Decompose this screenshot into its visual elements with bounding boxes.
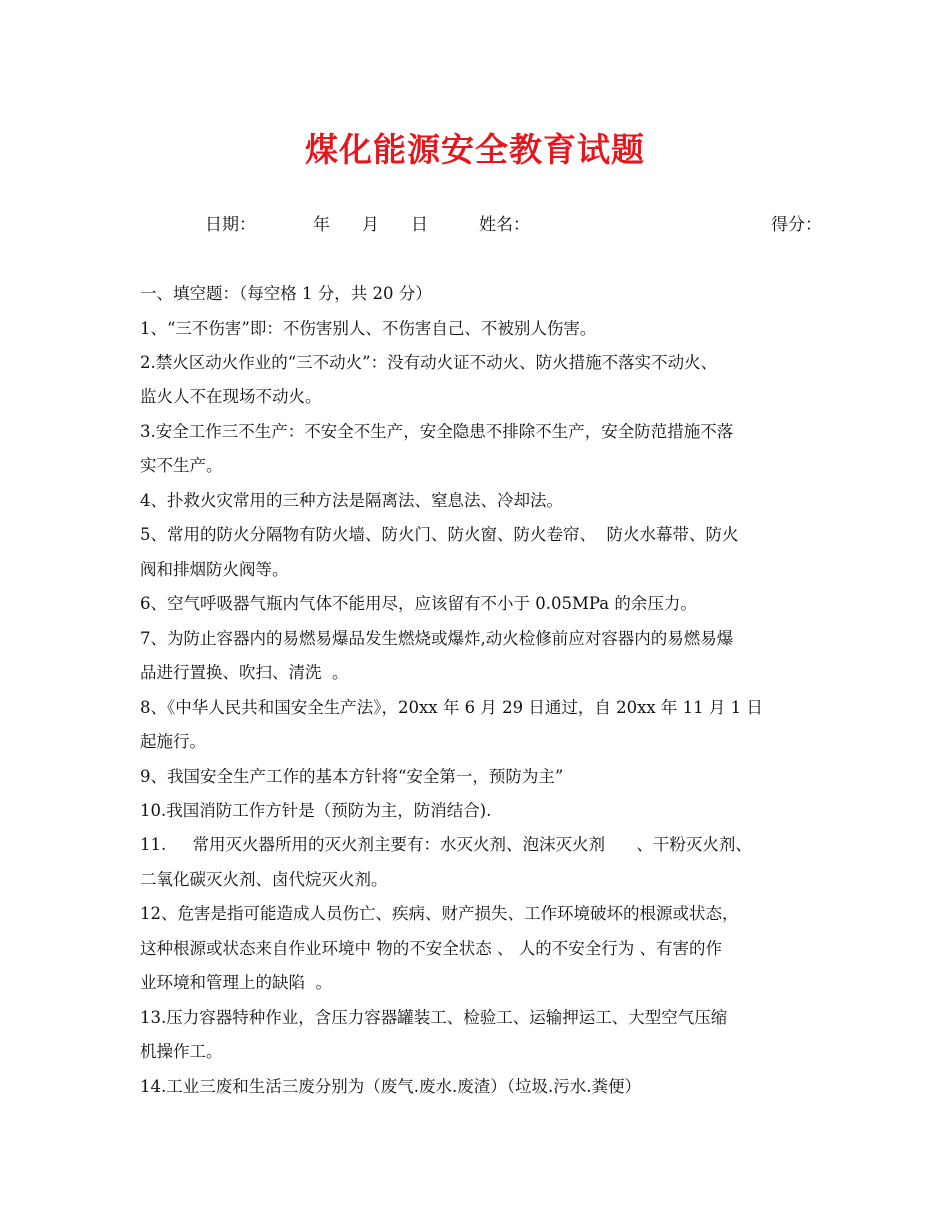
document-title: 煤化能源安全教育试题 xyxy=(305,130,645,169)
question-line: 机操作工。 xyxy=(140,1042,223,1061)
date-label: 日期： xyxy=(205,215,256,235)
question-line: 4、扑救火灾常用的三种方法是隔离法、窒息法、冷却法。 xyxy=(140,491,563,510)
question-line: 品进行置换、吹扫、清洗 。 xyxy=(140,663,349,682)
question-line: 起施行。 xyxy=(140,732,206,751)
question-line: 14.工业三废和生活三废分别为（废气.废水.废渣）（垃圾.污水.粪便） xyxy=(140,1077,641,1096)
question-line: 13.压力容器特种作业，含压力容器罐装工、检验工、运输押运工、大型空气压缩 xyxy=(140,1008,728,1027)
question-line: 5、常用的防火分隔物有防火墙、防火门、防火窗、防火卷帘、 防火水幕带、防火 xyxy=(140,525,739,544)
question-line: 3.安全工作三不生产：不安全不生产，安全隐患不排除不生产，安全防范措施不落 xyxy=(140,422,734,441)
question-line: 2.禁火区动火作业的“三不动火”：没有动火证不动火、防火措施不落实不动火、 xyxy=(140,353,718,372)
score-label: 得分： xyxy=(771,215,822,235)
year-label: 年 xyxy=(313,215,330,235)
question-line: 11. 常用灭火器所用的灭火剂主要有：水灭火剂、泡沫灭火剂 、干粉灭火剂、 xyxy=(140,835,752,854)
question-line: 业环境和管理上的缺陷 。 xyxy=(140,973,332,992)
question-line: 1、“三不伤害”即：不伤害别人、不伤害自己、不被别人伤害。 xyxy=(140,319,597,338)
month-label: 月 xyxy=(362,215,379,235)
section-heading: 一、填空题：（每空格 1 分，共 20 分） xyxy=(140,284,432,303)
day-label: 日 xyxy=(411,215,428,235)
question-line: 阀和排烟防火阀等。 xyxy=(140,560,289,579)
question-line: 监火人不在现场不动火。 xyxy=(140,387,322,406)
question-line: 12、危害是指可能造成人员伤亡、疾病、财产损失、工作环境破坏的根源或状态， xyxy=(140,904,739,923)
question-line: 这种根源或状态来自作业环境中 物的不安全状态 、 人的不安全行为 、有害的作 xyxy=(140,939,722,958)
question-line: 7、为防止容器内的易燃易爆品发生燃烧或爆炸,动火检修前应对容器内的易燃易爆 xyxy=(140,629,734,648)
question-line: 10.我国消防工作方针是（预防为主，防消结合). xyxy=(140,801,492,820)
question-line: 9、我国安全生产工作的基本方针将“安全第一，预防为主” xyxy=(140,767,564,786)
name-label: 姓名： xyxy=(479,215,530,235)
question-line: 6、空气呼吸器气瓶内气体不能用尽，应该留有不小于 0.05MPa 的余压力。 xyxy=(140,594,697,613)
question-line: 二氧化碳灭火剂、卤代烷灭火剂。 xyxy=(140,870,388,889)
question-line: 8、《中华人民共和国安全生产法》，20xx 年 6 月 29 日通过，自 20xx 年 11 月 1 日 xyxy=(140,698,763,717)
question-line: 实不生产。 xyxy=(140,456,223,475)
